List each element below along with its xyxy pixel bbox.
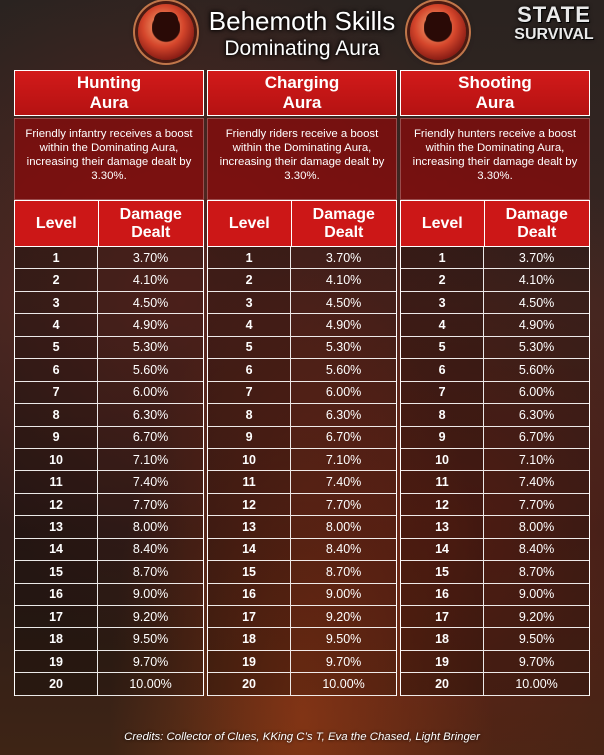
- table-row: [15, 516, 203, 538]
- level-cell: 5: [208, 337, 291, 358]
- level-cell: 17: [401, 606, 484, 627]
- table-row: [15, 382, 203, 404]
- table-row: [401, 449, 589, 471]
- level-cell: 7: [15, 382, 98, 403]
- level-cell: 13: [208, 516, 291, 537]
- level-column-header: Level: [208, 201, 292, 246]
- damage-cell: 7.10%: [98, 449, 203, 470]
- damage-cell: 8.70%: [484, 561, 589, 582]
- level-cell: 6: [401, 359, 484, 380]
- table-row: [15, 449, 203, 471]
- damage-cell: 8.40%: [98, 539, 203, 560]
- skill-title: [14, 70, 204, 116]
- table-row: [401, 606, 589, 628]
- level-cell: 12: [208, 494, 291, 515]
- level-cell: 7: [208, 382, 291, 403]
- table-row: [208, 494, 396, 516]
- table-row: [401, 561, 589, 583]
- damage-cell: 7.10%: [484, 449, 589, 470]
- table-row: [401, 337, 589, 359]
- logo-line-2: SURVIVAL: [514, 26, 594, 43]
- logo-line-1: STATE: [517, 2, 591, 27]
- damage-header-line-1: Damage: [119, 205, 182, 223]
- damage-cell: 8.00%: [98, 516, 203, 537]
- level-column-header: Level: [401, 201, 485, 246]
- level-cell: 4: [15, 314, 98, 335]
- level-cell: 17: [208, 606, 291, 627]
- level-cell: 19: [208, 651, 291, 672]
- level-cell: 3: [15, 292, 98, 313]
- table-row: [15, 359, 203, 381]
- table-row: [15, 651, 203, 673]
- damage-cell: 8.40%: [291, 539, 396, 560]
- level-cell: 11: [15, 471, 98, 492]
- table-row: [208, 516, 396, 538]
- damage-cell: 7.40%: [484, 471, 589, 492]
- table-row: [15, 494, 203, 516]
- table-row: [401, 314, 589, 336]
- level-cell: 1: [208, 247, 291, 268]
- damage-cell: 9.70%: [291, 651, 396, 672]
- level-cell: 20: [208, 673, 291, 694]
- table-row: [15, 673, 203, 695]
- table-row: [15, 606, 203, 628]
- level-cell: 3: [208, 292, 291, 313]
- level-cell: 19: [15, 651, 98, 672]
- level-cell: 9: [208, 427, 291, 448]
- table-row: [208, 337, 396, 359]
- level-cell: 8: [401, 404, 484, 425]
- damage-cell: 3.70%: [484, 247, 589, 268]
- damage-cell: 9.20%: [484, 606, 589, 627]
- skill-description: Friendly hunters receive a boost within the Dominating Aura, increasing their damage dealt by 3.30%.: [400, 118, 590, 200]
- table-row: [401, 516, 589, 538]
- level-cell: 4: [401, 314, 484, 335]
- damage-cell: 6.30%: [291, 404, 396, 425]
- table-row: [401, 359, 589, 381]
- damage-cell: 5.30%: [291, 337, 396, 358]
- table-row: [208, 404, 396, 426]
- level-cell: 2: [15, 269, 98, 290]
- skill-title-line-1: Charging: [264, 73, 340, 92]
- table-row: [401, 382, 589, 404]
- table-body: [14, 247, 204, 696]
- table-row: [401, 673, 589, 695]
- table-row: [15, 247, 203, 269]
- level-cell: 14: [401, 539, 484, 560]
- skill-column: [400, 70, 590, 696]
- damage-cell: 10.00%: [98, 673, 203, 694]
- damage-cell: 9.00%: [484, 584, 589, 605]
- table-row: [15, 561, 203, 583]
- damage-header-line-2: Dealt: [131, 223, 171, 241]
- level-cell: 14: [208, 539, 291, 560]
- level-cell: 16: [401, 584, 484, 605]
- table-row: [401, 427, 589, 449]
- table-header: [207, 200, 397, 247]
- damage-cell: 4.50%: [98, 292, 203, 313]
- damage-cell: 10.00%: [484, 673, 589, 694]
- damage-cell: 6.70%: [98, 427, 203, 448]
- damage-cell: 6.00%: [484, 382, 589, 403]
- skill-title-line-2: Aura: [282, 93, 322, 112]
- level-cell: 17: [15, 606, 98, 627]
- level-cell: 9: [15, 427, 98, 448]
- level-cell: 1: [15, 247, 98, 268]
- level-cell: 9: [401, 427, 484, 448]
- level-cell: 10: [15, 449, 98, 470]
- table-row: [15, 269, 203, 291]
- damage-cell: 9.00%: [291, 584, 396, 605]
- damage-cell: 4.90%: [484, 314, 589, 335]
- damage-cell: 7.70%: [98, 494, 203, 515]
- table-row: [208, 314, 396, 336]
- table-row: [401, 292, 589, 314]
- table-row: [15, 292, 203, 314]
- level-cell: 20: [15, 673, 98, 694]
- damage-header-line-1: Damage: [505, 205, 568, 223]
- behemoth-silhouette-icon: [424, 14, 452, 48]
- damage-cell: 8.00%: [484, 516, 589, 537]
- damage-column-header: [485, 201, 589, 246]
- table-row: [15, 427, 203, 449]
- level-cell: 2: [208, 269, 291, 290]
- damage-cell: 8.40%: [484, 539, 589, 560]
- damage-cell: 5.30%: [484, 337, 589, 358]
- level-cell: 18: [15, 628, 98, 649]
- level-cell: 13: [401, 516, 484, 537]
- level-cell: 5: [401, 337, 484, 358]
- table-row: [15, 628, 203, 650]
- skill-title-line-1: Hunting: [76, 73, 142, 92]
- table-row: [208, 382, 396, 404]
- skill-description: Friendly infantry receives a boost within the Dominating Aura, increasing their damage dealt by 3.30%.: [14, 118, 204, 200]
- damage-cell: 5.30%: [98, 337, 203, 358]
- level-cell: 7: [401, 382, 484, 403]
- skill-title-line-1: Shooting: [458, 73, 532, 92]
- table-row: [401, 628, 589, 650]
- table-row: [208, 449, 396, 471]
- level-cell: 11: [401, 471, 484, 492]
- level-cell: 15: [401, 561, 484, 582]
- damage-column-header: [292, 201, 396, 246]
- damage-cell: 5.60%: [98, 359, 203, 380]
- level-cell: 12: [401, 494, 484, 515]
- table-row: [15, 404, 203, 426]
- damage-cell: 7.70%: [484, 494, 589, 515]
- table-row: [15, 584, 203, 606]
- table-row: [401, 247, 589, 269]
- level-cell: 6: [15, 359, 98, 380]
- level-cell: 11: [208, 471, 291, 492]
- table-row: [401, 651, 589, 673]
- damage-cell: 3.70%: [291, 247, 396, 268]
- level-cell: 6: [208, 359, 291, 380]
- table-row: [208, 539, 396, 561]
- damage-cell: 9.70%: [98, 651, 203, 672]
- damage-cell: 7.40%: [291, 471, 396, 492]
- level-cell: 12: [15, 494, 98, 515]
- damage-cell: 4.10%: [484, 269, 589, 290]
- level-cell: 16: [15, 584, 98, 605]
- damage-cell: 9.50%: [291, 628, 396, 649]
- table-row: [208, 359, 396, 381]
- damage-cell: 6.30%: [484, 404, 589, 425]
- damage-cell: 7.40%: [98, 471, 203, 492]
- level-column-header: Level: [15, 201, 99, 246]
- state-of-survival-logo: [508, 4, 600, 44]
- level-cell: 10: [401, 449, 484, 470]
- table-row: [208, 269, 396, 291]
- damage-cell: 6.70%: [484, 427, 589, 448]
- skill-title: [207, 70, 397, 116]
- damage-cell: 7.10%: [291, 449, 396, 470]
- table-row: [208, 673, 396, 695]
- level-cell: 8: [15, 404, 98, 425]
- damage-cell: 6.00%: [98, 382, 203, 403]
- table-row: [401, 269, 589, 291]
- table-row: [401, 539, 589, 561]
- level-cell: 10: [208, 449, 291, 470]
- damage-cell: 8.00%: [291, 516, 396, 537]
- skill-description: Friendly riders receive a boost within the Dominating Aura, increasing their damage dealt by 3.30%.: [207, 118, 397, 200]
- damage-header-line-2: Dealt: [324, 223, 364, 241]
- level-cell: 5: [15, 337, 98, 358]
- level-cell: 8: [208, 404, 291, 425]
- skill-column: [207, 70, 397, 696]
- table-body: [400, 247, 590, 696]
- damage-cell: 6.70%: [291, 427, 396, 448]
- table-row: [208, 651, 396, 673]
- level-cell: 13: [15, 516, 98, 537]
- level-cell: 1: [401, 247, 484, 268]
- table-row: [208, 427, 396, 449]
- page-subtitle: Dominating Aura: [224, 37, 380, 60]
- skill-title: [400, 70, 590, 116]
- damage-cell: 4.50%: [291, 292, 396, 313]
- table-row: [208, 471, 396, 493]
- table-row: [15, 471, 203, 493]
- table-row: [401, 494, 589, 516]
- table-body: [207, 247, 397, 696]
- damage-cell: 7.70%: [291, 494, 396, 515]
- table-row: [208, 561, 396, 583]
- credits-text: Credits: Collector of Clues, KKing C’s T, Eva the Chased, Light Bringer: [124, 731, 480, 743]
- damage-cell: 5.60%: [291, 359, 396, 380]
- page-title: Behemoth Skills: [208, 6, 396, 36]
- level-cell: 2: [401, 269, 484, 290]
- damage-cell: 5.60%: [484, 359, 589, 380]
- damage-cell: 9.70%: [484, 651, 589, 672]
- level-cell: 4: [208, 314, 291, 335]
- table-row: [208, 292, 396, 314]
- table-header: [400, 200, 590, 247]
- damage-cell: 9.20%: [291, 606, 396, 627]
- damage-cell: 4.90%: [291, 314, 396, 335]
- level-cell: 16: [208, 584, 291, 605]
- damage-cell: 9.20%: [98, 606, 203, 627]
- damage-cell: 9.50%: [98, 628, 203, 649]
- skill-title-line-2: Aura: [475, 93, 515, 112]
- table-row: [208, 606, 396, 628]
- table-row: [15, 314, 203, 336]
- damage-cell: 6.30%: [98, 404, 203, 425]
- damage-cell: 10.00%: [291, 673, 396, 694]
- level-cell: 15: [15, 561, 98, 582]
- table-row: [15, 337, 203, 359]
- damage-cell: 9.50%: [484, 628, 589, 649]
- damage-cell: 4.10%: [98, 269, 203, 290]
- table-row: [401, 404, 589, 426]
- damage-cell: 8.70%: [291, 561, 396, 582]
- damage-column-header: [99, 201, 203, 246]
- damage-header-line-2: Dealt: [517, 223, 557, 241]
- skill-title-line-2: Aura: [89, 93, 129, 112]
- damage-cell: 4.90%: [98, 314, 203, 335]
- table-row: [208, 247, 396, 269]
- table-row: [208, 584, 396, 606]
- damage-cell: 3.70%: [98, 247, 203, 268]
- table-row: [208, 628, 396, 650]
- damage-cell: 8.70%: [98, 561, 203, 582]
- behemoth-emblem-icon: [410, 4, 466, 60]
- page-header: [0, 0, 604, 68]
- level-cell: 20: [401, 673, 484, 694]
- skill-column: [14, 70, 204, 696]
- damage-header-line-1: Damage: [312, 205, 375, 223]
- level-cell: 15: [208, 561, 291, 582]
- level-cell: 18: [401, 628, 484, 649]
- table-header: [14, 200, 204, 247]
- damage-cell: 9.00%: [98, 584, 203, 605]
- level-cell: 3: [401, 292, 484, 313]
- table-row: [15, 539, 203, 561]
- damage-cell: 4.10%: [291, 269, 396, 290]
- table-row: [401, 471, 589, 493]
- damage-cell: 6.00%: [291, 382, 396, 403]
- level-cell: 18: [208, 628, 291, 649]
- level-cell: 14: [15, 539, 98, 560]
- table-row: [401, 584, 589, 606]
- level-cell: 19: [401, 651, 484, 672]
- damage-cell: 4.50%: [484, 292, 589, 313]
